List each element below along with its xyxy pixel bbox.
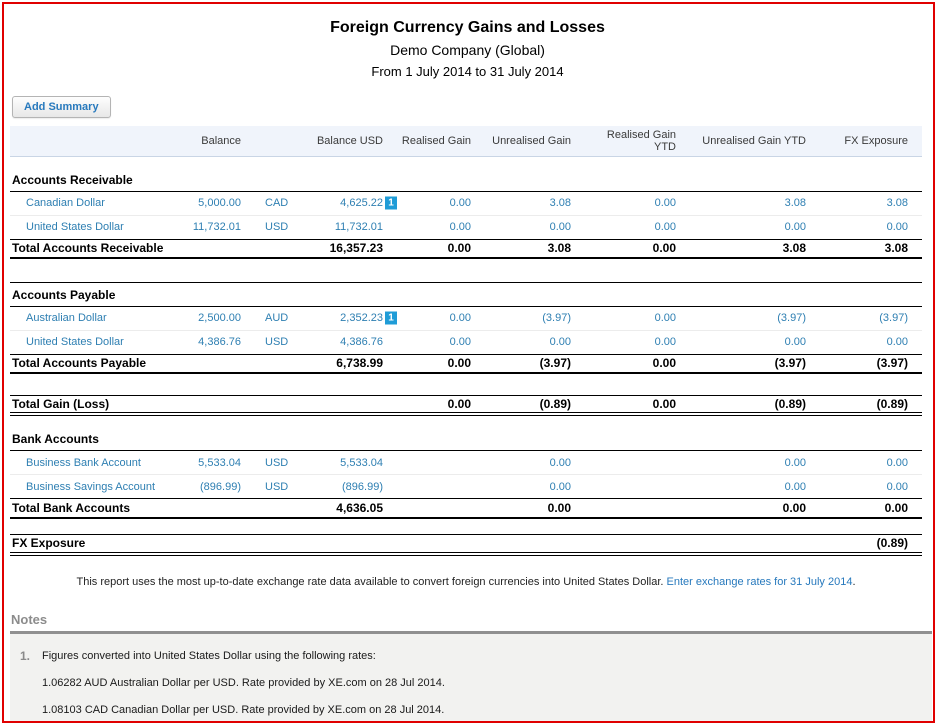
cell-currency: USD (265, 480, 289, 493)
total-cell-balance-usd: 4,636.05 (307, 499, 397, 518)
cell-fx-exposure: (3.97) (820, 306, 922, 330)
total-row-total-accounts-receivable (10, 239, 922, 258)
section-gap (10, 258, 922, 282)
cell-balance-usd: 4,386.76 (340, 336, 383, 348)
cell-balance: 11,732.01 (192, 221, 241, 233)
column-header-fx-exposure: FX Exposure (820, 126, 922, 156)
total-row-total-accounts-payable (10, 354, 922, 373)
note-text: 1.08103 CAD Canadian Dollar per USD. Rate provided by XE.com on 28 Jul 2014. (42, 703, 445, 716)
total-cell-unrealised-gain: (3.97) (485, 354, 585, 373)
section-gap (10, 518, 922, 535)
cell-account-name (10, 475, 180, 499)
table-row (10, 215, 922, 239)
cell-unrealised-gain: 0.00 (549, 480, 571, 493)
cell-fx-exposure: 0.00 (886, 480, 908, 493)
total-cell-realised-gain-ytd (585, 535, 690, 554)
total-cell-fx-exposure: 3.08 (820, 239, 922, 258)
exchange-rate-note-text: This report uses the most up-to-date exchange rate data available to convert foreign currencies into United States Dollar. (76, 575, 664, 588)
total-cell-realised-gain-ytd: 0.00 (585, 395, 690, 414)
cell-currency: CAD (255, 191, 307, 215)
section-header-accounts-receivable (10, 156, 922, 191)
cell-balance-usd: 4,625.22 1 (307, 191, 397, 215)
cell-fx-exposure: 0.00 (886, 336, 908, 348)
cell-balance: 5,533.04 (180, 451, 255, 475)
total-cell-fx-exposure: (0.89) (820, 395, 922, 414)
cell-fx-exposure: 3.08 (820, 191, 922, 215)
notes-section (10, 612, 932, 724)
section-gap-cell (10, 518, 922, 535)
cell-realised-gain-ytd (585, 475, 690, 499)
cell-unrealised-gain: (3.97) (485, 306, 585, 330)
cell-currency: USD (265, 336, 289, 348)
table-header (10, 126, 922, 156)
enter-exchange-rates-link[interactable]: Enter exchange rates for 31 July 2014 (666, 575, 853, 588)
notes-box (10, 634, 932, 724)
grand-total-row-fx-exposure (10, 535, 922, 554)
cell-balance-usd: (896.99) (342, 480, 383, 493)
total-cell-fx-exposure: 0.00 (820, 499, 922, 518)
report-page (4, 18, 933, 723)
total-cell-unrealised-gain-ytd: 3.08 (690, 239, 820, 258)
account-link[interactable]: Business Bank Account (26, 456, 141, 469)
section-header-bank-accounts (10, 427, 922, 451)
total-cell-currency (255, 239, 307, 258)
total-cell-unrealised-gain: 0.00 (485, 499, 585, 518)
screenshot-border (2, 2, 935, 723)
cell-unrealised-gain: 0.00 (549, 336, 571, 348)
total-cell-unrealised-gain: (0.89) (485, 395, 585, 414)
cell-currency: USD (255, 451, 307, 475)
section-gap-cell (10, 414, 922, 427)
total-label: Total Accounts Payable (10, 354, 180, 373)
cell-currency: AUD (255, 306, 307, 330)
cell-fx-exposure: 0.00 (820, 451, 922, 475)
cell-unrealised-gain-ytd: 0.00 (784, 480, 806, 493)
total-cell-unrealised-gain-ytd: (0.89) (690, 395, 820, 414)
note-text: 1.06282 AUD Australian Dollar per USD. Rate provided by XE.com on 28 Jul 2014. (42, 676, 445, 689)
date-range: From 1 July 2014 to 31 July 2014 (371, 64, 564, 79)
cell-balance-usd: 11,732.01 (334, 221, 383, 233)
total-cell-balance-usd (307, 395, 397, 414)
company-name: Demo Company (Global) (390, 42, 545, 58)
cell-balance: 2,500.00 (180, 306, 255, 330)
notes-heading: Notes (11, 611, 48, 627)
note-number: 1. (20, 648, 31, 663)
note-line (20, 676, 922, 690)
total-cell-currency (255, 395, 307, 414)
column-header-realised-gain-ytd: Realised Gain YTD (585, 126, 690, 156)
section-header-accounts-payable (10, 282, 922, 306)
cell-balance: 5,000.00 (180, 191, 255, 215)
total-cell-realised-gain-ytd: 0.00 (585, 239, 690, 258)
cell-account-name (10, 306, 180, 330)
report-header (10, 18, 925, 82)
total-cell-realised-gain-ytd (585, 499, 690, 518)
cell-realised-gain (397, 451, 485, 475)
table-row (10, 330, 922, 354)
total-cell-realised-gain (397, 535, 485, 554)
cell-realised-gain: 0.00 (449, 221, 471, 233)
total-cell-currency (255, 354, 307, 373)
cell-realised-gain: 0.00 (397, 306, 485, 330)
total-cell-realised-gain: 0.00 (397, 239, 485, 258)
cell-realised-gain-ytd (585, 451, 690, 475)
column-header-unrealised-gain-ytd: Unrealised Gain YTD (690, 126, 820, 156)
total-cell-balance (180, 354, 255, 373)
total-cell-balance (180, 395, 255, 414)
total-cell-realised-gain (397, 499, 485, 518)
note-line (20, 649, 922, 663)
add-summary-button[interactable]: Add Summary (12, 96, 111, 118)
cell-realised-gain-ytd: 0.00 (585, 306, 690, 330)
total-cell-realised-gain: 0.00 (397, 354, 485, 373)
cell-unrealised-gain-ytd: 0.00 (784, 221, 806, 233)
cell-unrealised-gain-ytd: 0.00 (690, 451, 820, 475)
grand-total-row-total-gain-loss (10, 395, 922, 414)
note-text: Figures converted into United States Dollar using the following rates: (42, 649, 376, 662)
cell-balance: (896.99) (200, 480, 241, 493)
cell-balance: 4,386.76 (198, 336, 241, 348)
cell-realised-gain: 0.00 (449, 336, 471, 348)
cell-unrealised-gain-ytd: 3.08 (690, 191, 820, 215)
total-label: Total Accounts Receivable (10, 239, 180, 258)
exchange-rate-note-suffix: . (852, 575, 856, 588)
total-cell-balance (180, 499, 255, 518)
account-link[interactable]: Australian Dollar (26, 312, 107, 324)
section-gap-cell (10, 258, 922, 282)
cell-unrealised-gain: 0.00 (549, 221, 571, 233)
total-label: Total Bank Accounts (10, 499, 180, 518)
page-title: Foreign Currency Gains and Losses (330, 19, 605, 36)
exchange-rate-note (10, 576, 922, 588)
column-header-account (10, 126, 180, 156)
section-title: Accounts Payable (10, 282, 922, 306)
total-cell-balance-usd: 6,738.99 (307, 354, 397, 373)
total-cell-unrealised-gain (485, 535, 585, 554)
account-link[interactable]: United States Dollar (26, 221, 124, 233)
note-ref-badge[interactable]: 1 (385, 197, 397, 210)
toolbar (12, 96, 925, 118)
cell-account-name (10, 191, 180, 215)
column-header-currency (255, 126, 307, 156)
total-cell-balance (180, 535, 255, 554)
total-cell-currency (255, 499, 307, 518)
cell-unrealised-gain-ytd: 0.00 (784, 336, 806, 348)
report-table (10, 126, 922, 556)
total-cell-currency (255, 535, 307, 554)
cell-account-name (10, 451, 180, 475)
total-cell-realised-gain-ytd: 0.00 (585, 354, 690, 373)
total-row-total-bank-accounts (10, 499, 922, 518)
table-row (10, 475, 922, 499)
section-gap (10, 414, 922, 427)
cell-realised-gain (397, 475, 485, 499)
total-cell-fx-exposure: (0.89) (820, 535, 922, 554)
note-ref-badge[interactable]: 1 (385, 312, 397, 325)
cell-unrealised-gain: 0.00 (485, 451, 585, 475)
cell-account-name (10, 215, 180, 239)
section-title: Bank Accounts (10, 427, 922, 451)
total-cell-realised-gain: 0.00 (397, 395, 485, 414)
column-header-balance-usd: Balance USD (307, 126, 397, 156)
table-row (10, 451, 922, 475)
cell-realised-gain-ytd: 0.00 (654, 336, 676, 348)
cell-fx-exposure: 0.00 (886, 221, 908, 233)
column-header-realised-gain: Realised Gain (397, 126, 485, 156)
total-cell-fx-exposure: (3.97) (820, 354, 922, 373)
section-gap-cell (10, 373, 922, 395)
account-link[interactable]: United States Dollar (26, 336, 124, 348)
note-item (20, 649, 922, 717)
section-title: Accounts Receivable (10, 156, 922, 191)
section-gap (10, 373, 922, 395)
cell-currency: USD (265, 221, 289, 233)
total-cell-balance-usd (307, 535, 397, 554)
column-header-unrealised-gain: Unrealised Gain (485, 126, 585, 156)
account-link[interactable]: Business Savings Account (26, 480, 156, 493)
total-label: Total Gain (Loss) (10, 395, 180, 414)
column-header-balance: Balance (180, 126, 255, 156)
total-cell-unrealised-gain-ytd: 0.00 (690, 499, 820, 518)
cell-realised-gain-ytd: 0.00 (585, 191, 690, 215)
cell-unrealised-gain-ytd: (3.97) (690, 306, 820, 330)
cell-realised-gain-ytd: 0.00 (654, 221, 676, 233)
total-label: FX Exposure (10, 535, 180, 554)
total-cell-unrealised-gain-ytd: (3.97) (690, 354, 820, 373)
table-row (10, 191, 922, 215)
note-line (20, 703, 922, 717)
cell-realised-gain: 0.00 (397, 191, 485, 215)
total-cell-balance-usd: 16,357.23 (307, 239, 397, 258)
cell-account-name (10, 330, 180, 354)
cell-balance-usd: 5,533.04 (307, 451, 397, 475)
cell-balance-usd: 2,352.23 1 (307, 306, 397, 330)
total-cell-unrealised-gain: 3.08 (485, 239, 585, 258)
account-link[interactable]: Canadian Dollar (26, 197, 105, 209)
table-row (10, 306, 922, 330)
cell-unrealised-gain: 3.08 (485, 191, 585, 215)
total-cell-balance (180, 239, 255, 258)
total-cell-unrealised-gain-ytd (690, 535, 820, 554)
